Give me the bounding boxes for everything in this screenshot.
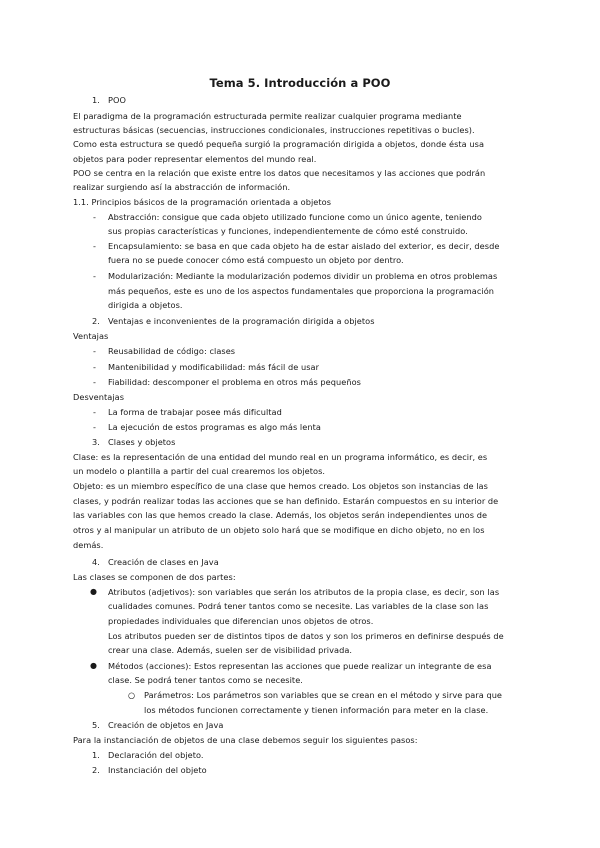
dash-marker: - xyxy=(93,362,97,372)
bullet-marker: ● xyxy=(90,661,98,670)
list-item-line: más pequeños, este es uno de los aspectos fundamentales que proporciona la programación xyxy=(108,286,495,296)
section-3-number: 3. xyxy=(92,437,100,447)
section-4-number: 4. xyxy=(92,557,100,567)
section-1-number: 1. xyxy=(92,95,100,105)
section-5-number: 5. xyxy=(92,720,100,730)
list-item-line: clase. Se podrá tener tantos como se necesite. xyxy=(108,675,303,685)
step-text: Declaración del objeto. xyxy=(108,750,204,760)
sub-bullet-marker: ○ xyxy=(128,690,136,700)
paragraph-line: Para la instanciación de objetos de una clase debemos seguir los siguientes pasos: xyxy=(73,735,418,745)
paragraph-line: POO se centra en la relación que existe entre los datos que necesitamos y las acciones que podrán xyxy=(73,168,486,178)
paragraph-line: demás. xyxy=(73,540,104,550)
step-text: Instanciación del objeto xyxy=(108,765,207,775)
disadvantages-label: Desventajas xyxy=(73,392,125,402)
paragraph-line: Las clases se componen de dos partes: xyxy=(73,572,236,582)
paragraph-line: realizar surgiendo así la abstracción de información. xyxy=(73,182,291,192)
paragraph-line: estructuras básicas (secuencias, instrucciones condicionales, instrucciones repetitivas o bucles). xyxy=(73,125,475,135)
list-item: La ejecución de estos programas es algo más lenta xyxy=(108,422,321,432)
list-item-line: Encapsulamiento: se basa en que cada objeto ha de estar aislado del exterior, es decir, desde xyxy=(108,241,500,251)
list-item-line: Abstracción: consigue que cada objeto utilizado funcione como un único agente, teniendo xyxy=(108,212,482,222)
section-5-heading: Creación de objetos en Java xyxy=(108,720,224,730)
paragraph-line: El paradigma de la programación estructurada permite realizar cualquier programa mediante xyxy=(73,111,462,121)
list-item: Mantenibilidad y modificabilidad: más fácil de usar xyxy=(108,362,320,372)
advantages-label: Ventajas xyxy=(73,331,109,341)
step-number: 2. xyxy=(92,765,100,775)
paragraph-line: otros y al manipular un atributo de un objeto solo hará que se modifique en dicho objeto, no en los xyxy=(73,525,485,535)
subsection-heading: 1.1. Principios básicos de la programación orientada a objetos xyxy=(73,197,332,207)
list-item-line: Parámetros: Los parámetros son variables que se crean en el método y sirve para que xyxy=(144,690,503,700)
section-4-heading: Creación de clases en Java xyxy=(108,557,219,567)
dash-marker: - xyxy=(93,241,97,251)
list-item-line: los métodos funcionen correctamente y tienen información para meter en la clase. xyxy=(144,705,489,715)
dash-marker: - xyxy=(93,407,97,417)
section-3-heading: Clases y objetos xyxy=(108,437,176,447)
section-1-heading: POO xyxy=(108,95,126,105)
dash-marker: - xyxy=(93,422,97,432)
section-2-number: 2. xyxy=(92,316,100,326)
paragraph-line: las variables con las que hemos creado la clase. Además, los objetos serán independientes unos de xyxy=(73,510,488,520)
list-item-line: cualidades comunes. Podrá tener tantos como se necesite. Las variables de la clase son las xyxy=(108,601,489,611)
document-title: Tema 5. Introducción a POO xyxy=(209,76,391,90)
list-item-line: Modularización: Mediante la modularización podemos dividir un problema en otros problemas xyxy=(108,271,498,281)
list-item-line: crear una clase. Además, suelen ser de visibilidad privada. xyxy=(108,645,353,655)
dash-marker: - xyxy=(93,377,97,387)
list-item-line: sus propias características y funciones, independientemente de cómo esté construido. xyxy=(108,226,468,236)
dash-marker: - xyxy=(93,346,97,356)
list-item-line: Atributos (adjetivos): son variables que serán los atributos de la propia clase, es decir, son las xyxy=(108,587,500,597)
bullet-marker: ● xyxy=(90,587,98,596)
dash-marker: - xyxy=(93,212,97,222)
step-number: 1. xyxy=(92,750,100,760)
dash-marker: - xyxy=(93,271,97,281)
list-item: Reusabilidad de código: clases xyxy=(108,346,236,356)
list-item: La forma de trabajar posee más dificultad xyxy=(108,407,282,417)
list-item-line: dirigida a objetos. xyxy=(108,300,183,310)
list-item-line: propiedades individuales que diferencian unos objetos de otros. xyxy=(108,616,374,626)
list-item-line: Métodos (acciones): Estos representan las acciones que puede realizar un integrante de esa xyxy=(108,661,492,671)
list-item-line: fuera no se puede conocer cómo está compuesto un objeto por dentro. xyxy=(108,255,404,265)
paragraph-line: Objeto: es un miembro específico de una clase que hemos creado. Los objetos son instancias de las xyxy=(73,481,488,491)
paragraph-line: Como esta estructura se quedó pequeña surgió la programación dirigida a objetos, donde ésta usa xyxy=(73,139,485,149)
paragraph-line: clases, y podrán realizar todas las acciones que se han definido. Estarán compuestos en su interior de xyxy=(73,496,499,506)
list-item-line: Los atributos pueden ser de distintos tipos de datos y son los primeros en definirse después de xyxy=(108,631,504,641)
section-2-heading: Ventajas e inconvenientes de la programación dirigida a objetos xyxy=(108,316,375,326)
paragraph-line: Clase: es la representación de una entidad del mundo real en un programa informático, es decir, es xyxy=(73,452,488,462)
list-item: Fiabilidad: descomponer el problema en otros más pequeños xyxy=(108,377,361,387)
paragraph-line: objetos para poder representar elementos del mundo real. xyxy=(73,154,317,164)
paragraph-line: un modelo o plantilla a partir del cual crearemos los objetos. xyxy=(73,466,326,476)
